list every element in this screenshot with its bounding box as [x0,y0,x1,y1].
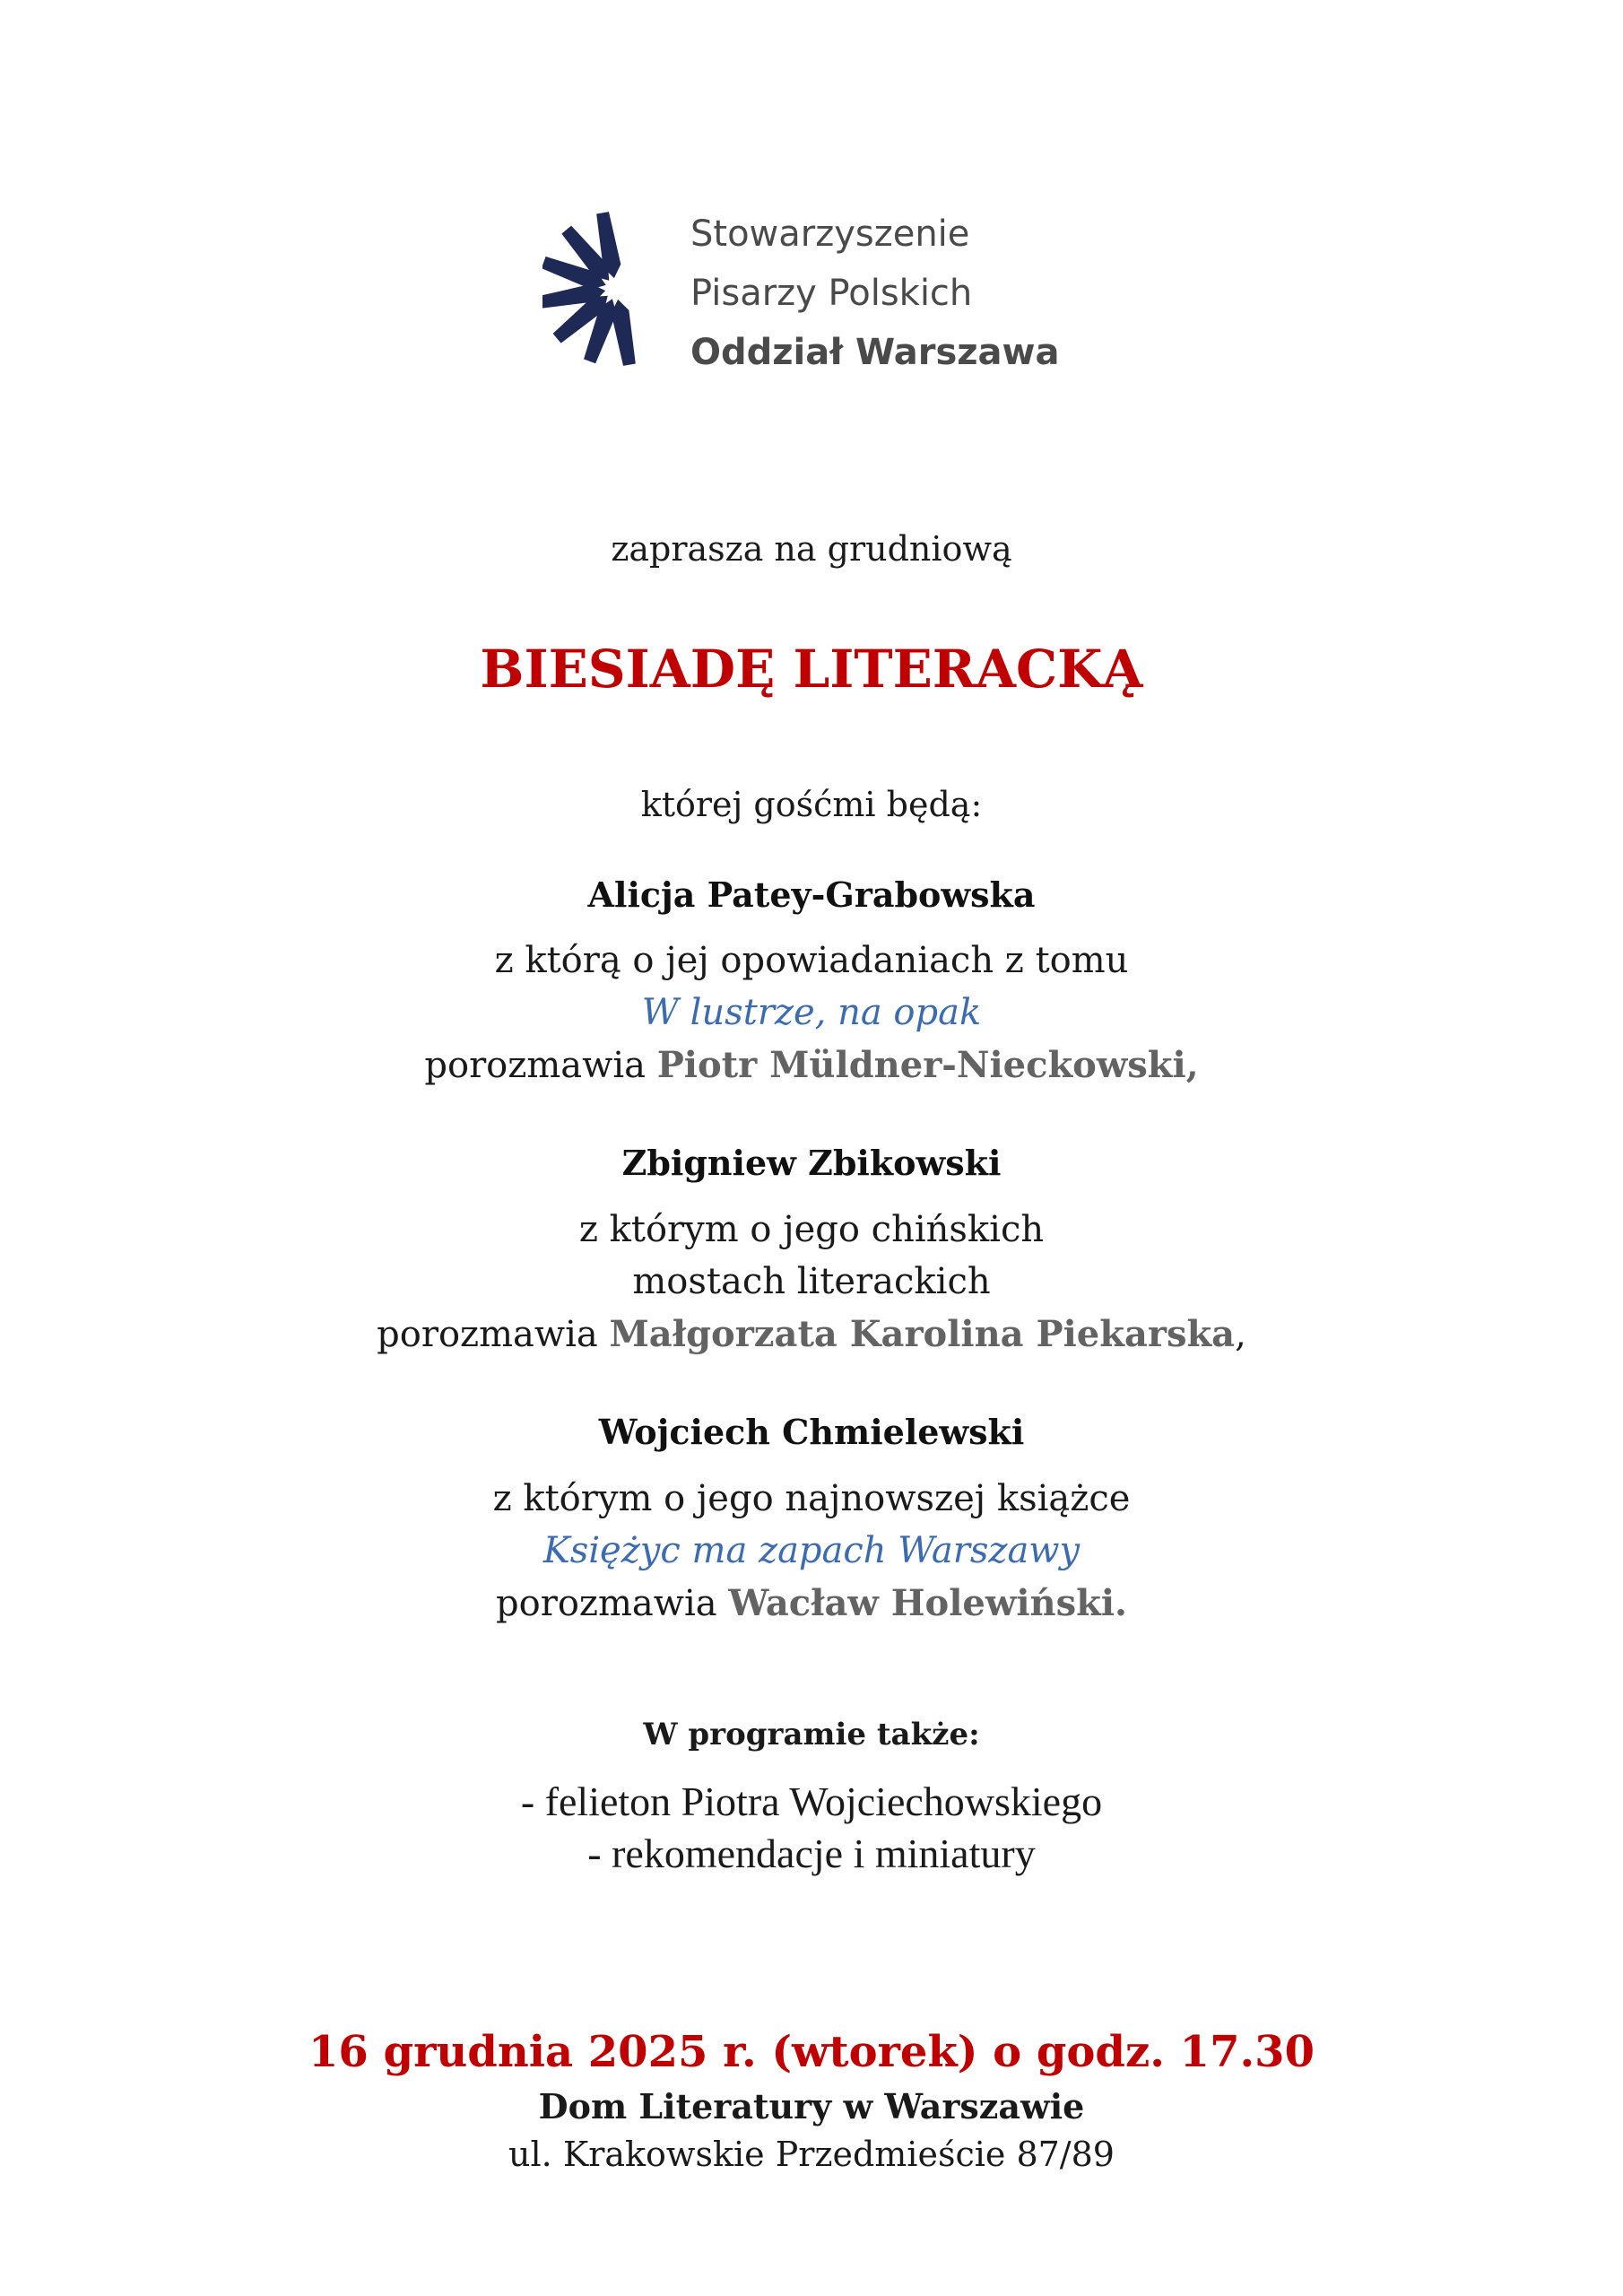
program-title: W programie także: [643,1717,980,1752]
organization-line-3: Oddział Warszawa [690,332,1060,373]
guest-1-host-line [0,1044,1623,1086]
organization-name [690,204,1059,382]
guests-intro: której gośćmi będą: [640,785,983,824]
guest-1-description: z którą o jej opowiadaniach z tomu [494,940,1129,981]
guest-1-book-title: W lustrze, na opak [641,992,982,1033]
guest-3-description: z którym o jego najnowszej książce [492,1478,1131,1519]
guest-1-host: Piotr Müldner-Nieckowski, [656,1044,1199,1086]
guest-3-book-title: Księżyc ma zapach Warszawy [542,1530,1081,1571]
guest-2-host-suffix: , [1235,1314,1246,1355]
guest-2-host-line [0,1313,1623,1355]
guest-2-description-2: mostach literackich [632,1261,991,1302]
guest-2-description-1: z którym o jego chińskich [578,1209,1045,1250]
talk-prefix: porozmawia [496,1583,717,1624]
guest-2-host: Małgorzata Karolina Piekarska [609,1313,1236,1355]
guest-3-name: Wojciech Chmielewski [598,1412,1025,1452]
organization-line-2: Pisarzy Polskich [690,273,973,314]
talk-prefix: porozmawia [377,1314,598,1355]
guest-2-name: Zbigniew Zbikowski [621,1143,1002,1183]
organization-logo [542,199,1116,378]
program-item-1: - felieton Piotra Wojciechowskiego [520,1779,1103,1824]
program-item-2: - rekomendacje i miniatury [587,1831,1036,1876]
event-headline: BIESIADĘ LITERACKĄ [480,639,1143,700]
event-address: ul. Krakowskie Przedmieście 87/89 [508,2135,1115,2174]
organization-line-1: Stowarzyszenie [690,213,970,255]
pen-nib-star-icon [542,199,659,378]
event-date: 16 grudnia 2025 r. (wtorek) o godz. 17.30 [308,2027,1315,2077]
talk-prefix: porozmawia [424,1045,646,1086]
intro-text: zaprasza na grudniową [611,529,1012,569]
guest-1-name: Alicja Patey-Grabowska [587,874,1036,915]
guest-3-host: Wacław Holewiński. [728,1582,1127,1624]
guest-3-host-line [0,1582,1623,1624]
event-venue: Dom Literatury w Warszawie [538,2086,1085,2126]
